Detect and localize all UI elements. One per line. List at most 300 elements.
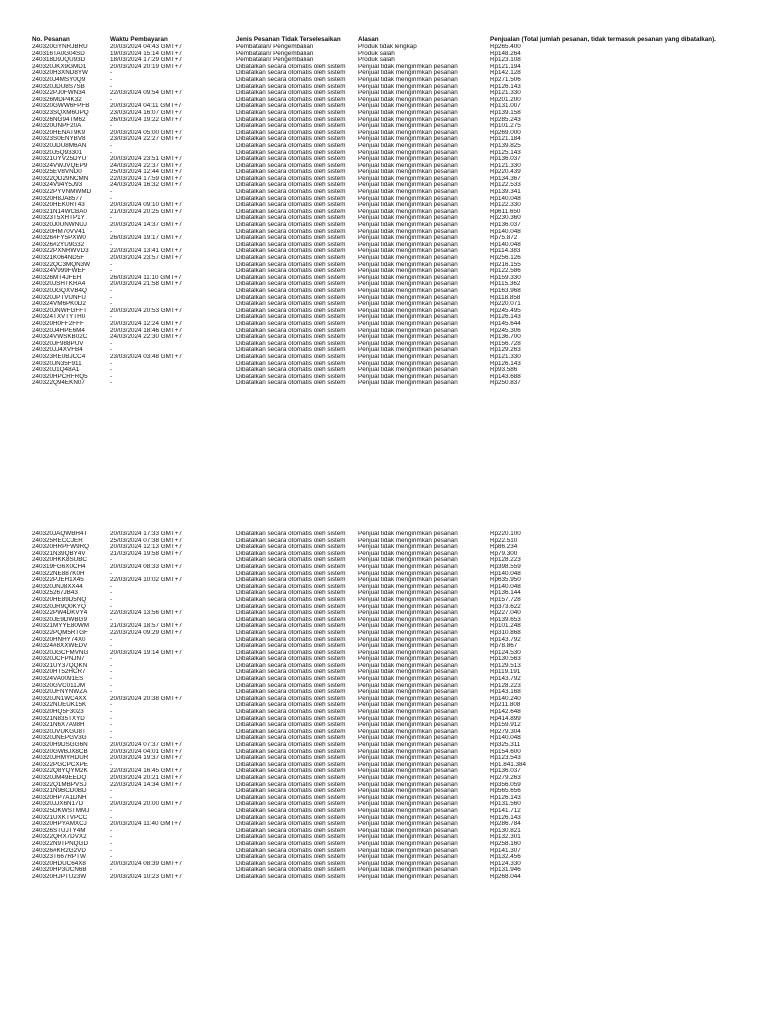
payment-time-cell: -	[110, 834, 113, 841]
payment-time-cell: -	[110, 373, 113, 380]
order-no-cell: 240320J4MSY0Q9	[32, 76, 86, 83]
table-row	[0, 202, 768, 209]
payment-time-cell: -	[110, 662, 113, 669]
order-no-cell: 240320HDUC64X8	[32, 860, 86, 867]
incomplete-type-cell: Dibatalkan secara otomatis oleh sistem	[236, 162, 346, 169]
payment-time-cell: 20/03/2024 12:13 GMT+7	[110, 544, 182, 551]
payment-time-cell: 20/03/2024 23:57 GMT+7	[110, 255, 182, 261]
incomplete-type-cell: Dibatalkan secara otomatis oleh sistem	[236, 669, 346, 676]
sales-cell: Rp139.653	[490, 616, 521, 623]
payment-time-cell: -	[110, 735, 113, 742]
reason-cell: Penjual tidak mengirimkan pesanan	[358, 169, 458, 176]
incomplete-type-cell: Dibatalkan secara otomatis oleh sistem	[236, 136, 346, 143]
payment-time-cell: 25/03/2024 12:44 GMT+7	[110, 169, 182, 176]
incomplete-type-cell: Dibatalkan secara otomatis oleh sistem	[236, 616, 346, 623]
table-row	[0, 676, 768, 683]
incomplete-type-cell: Dibatalkan secara otomatis oleh sistem	[236, 109, 346, 116]
table-row	[0, 176, 768, 183]
sales-cell: Rp154.600	[490, 748, 521, 755]
order-no-cell: 240320J0UNWNUJ	[32, 222, 87, 229]
sales-cell: Rp126.143	[490, 814, 521, 821]
sales-cell: Rp141.307	[490, 847, 521, 854]
table-row	[0, 696, 768, 703]
sales-cell: Rp140.048	[490, 583, 521, 590]
order-no-cell: 240320J5Q93301	[32, 149, 83, 156]
sales-cell: Rp143.792	[490, 636, 521, 643]
table-row	[0, 848, 768, 855]
reason-cell: Penjual tidak mengirimkan pesanan	[358, 761, 458, 768]
reason-cell: Penjual tidak mengirimkan pesanan	[358, 709, 458, 716]
order-no-cell: 240325EV8VND0	[32, 169, 82, 176]
payment-time-cell: -	[110, 794, 113, 801]
order-no-cell: 240320HM70VV41	[32, 228, 86, 235]
order-no-cell: 240320GVC011JM	[32, 682, 86, 689]
table-row	[0, 374, 768, 381]
table-row	[0, 275, 768, 282]
table-row	[0, 123, 768, 130]
incomplete-type-cell: Dibatalkan secara otomatis oleh sistem	[236, 103, 346, 110]
incomplete-type-cell: Dibatalkan secara otomatis oleh sistem	[236, 643, 346, 650]
table-row	[0, 538, 768, 545]
sales-cell: Rp250.837	[490, 380, 521, 387]
incomplete-type-cell: Dibatalkan secara otomatis oleh sistem	[236, 123, 346, 130]
table-row	[0, 314, 768, 321]
reason-cell: Penjual tidak mengirimkan pesanan	[358, 123, 458, 130]
reason-cell: Penjual tidak mengirimkan pesanan	[358, 781, 458, 788]
incomplete-type-cell: Dibatalkan secara otomatis oleh sistem	[236, 636, 346, 643]
reason-cell: Penjual tidak mengirimkan pesanan	[358, 649, 458, 656]
table-row	[0, 295, 768, 302]
reason-cell: Penjual tidak mengirimkan pesanan	[358, 689, 458, 696]
table-row	[0, 584, 768, 591]
sales-cell: Rp122.586	[490, 268, 521, 275]
header-order-no: No. Pesanan	[32, 36, 70, 43]
sales-cell: Rp123.108	[490, 57, 521, 64]
payment-time-cell: -	[110, 96, 113, 103]
order-no-cell: 240320JM49EEDQ	[32, 774, 87, 781]
payment-time-cell: -	[110, 854, 113, 861]
incomplete-type-cell: Dibatalkan secara otomatis oleh sistem	[236, 682, 346, 689]
sales-cell: Rp141.712	[490, 807, 521, 814]
reason-cell: Penjual tidak mengirimkan pesanan	[358, 248, 458, 255]
incomplete-type-cell: Dibatalkan secara otomatis oleh sistem	[236, 801, 346, 808]
order-no-cell: 240320HE89D5NQ	[32, 596, 87, 603]
sales-cell: Rp114.383	[490, 248, 521, 255]
incomplete-type-cell: Dibatalkan secara otomatis oleh sistem	[236, 255, 346, 261]
sales-cell: Rp256.126	[490, 255, 521, 261]
table-row	[0, 630, 768, 637]
order-no-cell: 240326STUJTY4M	[32, 827, 86, 834]
payment-time-cell: 20/03/2024 05:00 GMT+7	[110, 129, 182, 136]
sales-cell: Rp230.360	[490, 215, 521, 222]
table-row	[0, 656, 768, 663]
reason-cell: Penjual tidak mengirimkan pesanan	[358, 544, 458, 551]
order-no-cell: 240320H9DSGG6N	[32, 742, 88, 748]
incomplete-type-cell: Dibatalkan secara otomatis oleh sistem	[236, 76, 346, 83]
reason-cell: Penjual tidak mengirimkan pesanan	[358, 854, 458, 861]
sales-cell: Rp131.946	[490, 867, 521, 874]
table-row	[0, 84, 768, 91]
order-no-cell: 240322PJEH1X45	[32, 577, 84, 584]
order-no-cell: 240324VWSKB02C	[32, 334, 88, 341]
table-row	[0, 130, 768, 137]
reason-cell: Penjual tidak mengirimkan pesanan	[358, 334, 458, 341]
order-no-cell: 240322NUEUK15K	[32, 702, 87, 709]
order-no-cell: 240320HPYAMXCJ	[32, 821, 87, 828]
reason-cell: Penjual tidak mengirimkan pesanan	[358, 840, 458, 847]
table-row	[0, 163, 768, 170]
payment-time-cell: 20/03/2024 20:21 GMT+7	[110, 774, 182, 781]
table-row	[0, 262, 768, 269]
incomplete-type-cell: Dibatalkan secara otomatis oleh sistem	[236, 814, 346, 821]
reason-cell: Penjual tidak mengirimkan pesanan	[358, 531, 458, 537]
reason-cell: Penjual tidak mengirimkan pesanan	[358, 656, 458, 663]
order-no-cell: 240320JAQWBH4T	[32, 531, 88, 537]
reason-cell: Penjual tidak mengirimkan pesanan	[358, 570, 458, 577]
order-no-cell: 240321MYYE80WM	[32, 623, 90, 630]
sales-cell: Rp130.563	[490, 656, 521, 663]
sales-cell: Rp121.184	[490, 136, 521, 143]
incomplete-type-cell: Dibatalkan secara otomatis oleh sistem	[236, 320, 346, 327]
table-row	[0, 215, 768, 222]
incomplete-type-cell: Dibatalkan secara otomatis oleh sistem	[236, 768, 346, 775]
order-no-cell: 240319FG6X0CH4	[32, 563, 86, 570]
reason-cell: Penjual tidak mengirimkan pesanan	[358, 801, 458, 808]
table-row	[0, 571, 768, 578]
incomplete-type-cell: Dibatalkan secara otomatis oleh sistem	[236, 281, 346, 288]
reason-cell: Penjual tidak mengirimkan pesanan	[358, 748, 458, 755]
order-no-cell: 240322Q94EKN07	[32, 380, 85, 387]
reason-cell: Penjual tidak mengirimkan pesanan	[358, 142, 458, 149]
sales-cell: Rp128.223	[490, 682, 521, 689]
sales-cell: Rp265.400	[490, 44, 521, 50]
sales-cell: Rp227.040	[490, 610, 521, 617]
sales-cell: Rp115.362	[490, 281, 521, 288]
table-row	[0, 51, 768, 58]
order-no-cell: 240324VWJVQEP9	[32, 162, 88, 169]
payment-time-cell: 23/03/2024 22:27 GMT+7	[110, 136, 182, 143]
payment-time-cell: -	[110, 261, 113, 268]
table-row	[0, 235, 768, 242]
payment-time-cell: -	[110, 847, 113, 854]
sales-cell: Rp136.144	[490, 590, 521, 597]
reason-cell: Penjual tidak mengirimkan pesanan	[358, 340, 458, 347]
reason-cell: Penjual tidak mengirimkan pesanan	[358, 814, 458, 821]
table-row	[0, 544, 768, 551]
order-no-cell: 240320H3XND8YW	[32, 70, 89, 77]
payment-time-cell: 24/03/2024 22:30 GMT+7	[110, 334, 182, 341]
sales-cell: Rp121.330	[490, 353, 521, 360]
reason-cell: Penjual tidak mengirimkan pesanan	[358, 268, 458, 275]
incomplete-type-cell: Dibatalkan secara otomatis oleh sistem	[236, 544, 346, 551]
order-no-cell: 240318D9JQU93D	[32, 57, 86, 64]
reason-cell: Penjual tidak mengirimkan pesanan	[358, 195, 458, 202]
payment-time-cell: 22/03/2024 14:34 GMT+7	[110, 781, 182, 788]
sales-cell: Rp126.143	[490, 794, 521, 801]
incomplete-type-cell: Dibatalkan secara otomatis oleh sistem	[236, 90, 346, 97]
order-no-cell: 240320JDU8M6AN	[32, 142, 87, 149]
order-no-cell: 240325RECCJER	[32, 537, 83, 544]
incomplete-type-cell: Dibatalkan secara otomatis oleh sistem	[236, 662, 346, 669]
table-row	[0, 867, 768, 874]
payment-time-cell: -	[110, 149, 113, 156]
order-no-cell: 240316TA0G04SD	[32, 50, 85, 57]
reason-cell: Penjual tidak mengirimkan pesanan	[358, 202, 458, 209]
payment-time-cell: -	[110, 807, 113, 814]
payment-time-cell: 20/03/2024 20:00 GMT+7	[110, 801, 182, 808]
order-no-cell: 240322N9TPNQGD	[32, 840, 88, 847]
reason-cell: Penjual tidak mengirimkan pesanan	[358, 373, 458, 380]
incomplete-type-cell: Dibatalkan secara otomatis oleh sistem	[236, 235, 346, 242]
reason-cell: Penjual tidak mengirimkan pesanan	[358, 83, 458, 90]
order-no-cell: 240321N835TXYD	[32, 715, 85, 722]
sales-cell: Rp220.100	[490, 531, 521, 537]
sales-cell: Rp286.784	[490, 821, 521, 828]
order-no-cell: 240320JR9Q0KYQ	[32, 603, 86, 610]
incomplete-type-cell: Dibatalkan secara otomatis oleh sistem	[236, 208, 346, 215]
payment-time-cell: -	[110, 123, 113, 130]
payment-time-cell: -	[110, 215, 113, 222]
payment-time-cell: -	[110, 603, 113, 610]
payment-time-cell: 20/03/2024 08:39 GMT+7	[110, 860, 182, 867]
reason-cell: Penjual tidak mengirimkan pesanan	[358, 96, 458, 103]
payment-time-cell: 26/03/2024 19:22 GMT+7	[110, 116, 182, 123]
order-no-cell: 240320JJ4XVFB4	[32, 347, 83, 354]
order-no-cell: 240322Q8YQYM2K	[32, 768, 88, 775]
table-row	[0, 189, 768, 196]
payment-time-cell: 22/03/2024 09:54 GMT+7	[110, 90, 182, 97]
table-row	[0, 150, 768, 157]
sales-cell: Rp75.872	[490, 235, 518, 242]
incomplete-type-cell: Dibatalkan secara otomatis oleh sistem	[236, 202, 346, 209]
sales-cell: Rp140.048	[490, 195, 521, 202]
payment-time-cell: 26/03/2024 11:10 GMT+7	[110, 274, 182, 281]
incomplete-type-cell: Dibatalkan secara otomatis oleh sistem	[236, 807, 346, 814]
order-no-cell: 240322PYVNMWMD	[32, 189, 92, 196]
order-table-section-1	[0, 35, 768, 387]
sales-cell: Rp122.533	[490, 182, 521, 189]
table-row	[0, 735, 768, 742]
payment-time-cell: 20/03/2024 14:37 GMT+7	[110, 222, 182, 229]
table-row	[0, 775, 768, 782]
table-row	[0, 347, 768, 354]
sales-cell: Rp325.311	[490, 742, 521, 748]
order-no-cell: 240326MDP4K32	[32, 96, 82, 103]
order-no-cell: 240322Q1MBPVSJ	[32, 781, 87, 788]
incomplete-type-cell: Dibatalkan secara otomatis oleh sistem	[236, 222, 346, 229]
incomplete-type-cell: Dibatalkan secara otomatis oleh sistem	[236, 182, 346, 189]
incomplete-type-cell: Dibatalkan secara otomatis oleh sistem	[236, 268, 346, 275]
sales-cell: Rp159.912	[490, 722, 521, 729]
order-no-cell: 240326MT4JFEH	[32, 274, 82, 281]
incomplete-type-cell: Dibatalkan secara otomatis oleh sistem	[236, 531, 346, 537]
reason-cell: Penjual tidak mengirimkan pesanan	[358, 149, 458, 156]
payment-time-cell: 20/03/2024 19:37 GMT+7	[110, 755, 182, 762]
table-row	[0, 768, 768, 775]
header-reason: Alasan	[358, 36, 379, 43]
reason-cell: Penjual tidak mengirimkan pesanan	[358, 590, 458, 597]
reason-cell: Penjual tidak mengirimkan pesanan	[358, 847, 458, 854]
payment-time-cell: -	[110, 583, 113, 590]
sales-cell: Rp148.264	[490, 50, 521, 57]
payment-time-cell: 20/03/2024 17:33 GMT+7	[110, 531, 182, 537]
incomplete-type-cell: Dibatalkan secara otomatis oleh sistem	[236, 215, 346, 222]
sales-cell: Rp140.048	[490, 735, 521, 742]
payment-time-cell: -	[110, 340, 113, 347]
sales-cell: Rp258.160	[490, 840, 521, 847]
table-row	[0, 57, 768, 64]
table-row	[0, 617, 768, 624]
table-row	[0, 321, 768, 328]
payment-time-cell: -	[110, 347, 113, 354]
order-no-cell: 240321N6X7A98H	[32, 722, 85, 729]
incomplete-type-cell: Dibatalkan secara otomatis oleh sistem	[236, 755, 346, 762]
sales-cell: Rp143.792	[490, 676, 521, 683]
incomplete-type-cell: Dibatalkan secara otomatis oleh sistem	[236, 334, 346, 341]
incomplete-type-cell: Dibatalkan secara otomatis oleh sistem	[236, 854, 346, 861]
order-no-cell: 240323T667RPTW	[32, 854, 86, 861]
order-no-cell: 240322PGCPCXPE	[32, 761, 89, 768]
incomplete-type-cell: Dibatalkan secara otomatis oleh sistem	[236, 781, 346, 788]
payment-time-cell: 21/03/2024 20:25 GMT+7	[110, 208, 182, 215]
reason-cell: Penjual tidak mengirimkan pesanan	[358, 821, 458, 828]
reason-cell: Penjual tidak mengirimkan pesanan	[358, 261, 458, 268]
incomplete-type-cell: Dibatalkan secara otomatis oleh sistem	[236, 867, 346, 874]
table-row	[0, 788, 768, 795]
reason-cell: Penjual tidak mengirimkan pesanan	[358, 327, 458, 334]
table-row	[0, 742, 768, 749]
payment-time-cell: -	[110, 228, 113, 235]
order-no-cell: 240320HT52HCR7	[32, 669, 86, 676]
order-no-cell: 240320JNEPGV3G	[32, 735, 87, 742]
sales-cell: Rp129.513	[490, 662, 521, 669]
table-row	[0, 103, 768, 110]
payment-time-cell: -	[110, 360, 113, 367]
table-row	[0, 623, 768, 630]
sales-cell: Rp93.586	[490, 367, 518, 374]
table-row	[0, 841, 768, 848]
payment-time-cell: -	[110, 195, 113, 202]
incomplete-type-cell: Dibatalkan secara otomatis oleh sistem	[236, 156, 346, 163]
order-no-cell: 240324VM6PK0D2	[32, 301, 86, 308]
incomplete-type-cell: Dibatalkan secara otomatis oleh sistem	[236, 169, 346, 176]
order-no-cell: 240322PXNRWVD3	[32, 248, 89, 255]
incomplete-type-cell: Dibatalkan secara otomatis oleh sistem	[236, 563, 346, 570]
order-no-cell: 240323SQXM6UPQ	[32, 109, 89, 116]
payment-time-cell: -	[110, 867, 113, 874]
table-row	[0, 762, 768, 769]
table-row	[0, 749, 768, 756]
payment-time-cell: 20/03/2024 04:01 GMT+7	[110, 748, 182, 755]
sales-cell: Rp126.143	[490, 83, 521, 90]
sales-cell: Rp142.648	[490, 709, 521, 716]
payment-time-cell: -	[110, 83, 113, 90]
reason-cell: Penjual tidak mengirimkan pesanan	[358, 287, 458, 294]
order-no-cell: 240320HP3UCN6B	[32, 867, 87, 874]
incomplete-type-cell: Dibatalkan secara otomatis oleh sistem	[236, 149, 346, 156]
table-row	[0, 301, 768, 308]
table-row	[0, 808, 768, 815]
reason-cell: Penjual tidak mengirimkan pesanan	[358, 794, 458, 801]
payment-time-cell: 25/03/2024 07:38 GMT+7	[110, 537, 182, 544]
sales-cell: Rp136.037	[490, 156, 521, 163]
payment-time-cell: -	[110, 616, 113, 623]
table-row	[0, 683, 768, 690]
sales-cell: Rp611.650	[490, 208, 521, 215]
sales-cell: Rp101.275	[490, 123, 521, 130]
sales-cell: Rp201.200	[490, 96, 521, 103]
order-no-cell: 240320GYNRJBRU	[32, 44, 88, 50]
table-row	[0, 564, 768, 571]
payment-time-cell: 23/03/2024 16:07 GMT+7	[110, 109, 182, 116]
order-no-cell: 240321K064ND5F	[32, 255, 85, 261]
order-no-cell: 240320JVUKGU8T	[32, 728, 86, 735]
incomplete-type-cell: Dibatalkan secara otomatis oleh sistem	[236, 175, 346, 182]
order-no-cell: 240326#2YU9G32	[32, 241, 85, 248]
incomplete-type-cell: Dibatalkan secara otomatis oleh sistem	[236, 96, 346, 103]
incomplete-type-cell: Dibatalkan secara otomatis oleh sistem	[236, 241, 346, 248]
payment-time-cell: 20/03/2024 12:24 GMT+7	[110, 320, 182, 327]
table-row	[0, 557, 768, 564]
payment-time-cell: 20/03/2024 18:46 GMT+7	[110, 327, 182, 334]
incomplete-type-cell: Dibatalkan secara otomatis oleh sistem	[236, 577, 346, 584]
reason-cell: Penjual tidak mengirimkan pesanan	[358, 274, 458, 281]
sales-cell: Rp143.168	[490, 689, 521, 696]
payment-time-cell: 20/03/2024 21:58 GMT+7	[110, 281, 182, 288]
table-header-row	[0, 35, 768, 44]
table-row	[0, 143, 768, 150]
incomplete-type-cell: Dibatalkan secara otomatis oleh sistem	[236, 570, 346, 577]
table-row	[0, 828, 768, 835]
order-no-cell: 240322QC3MQN3W	[32, 261, 91, 268]
payment-time-cell: -	[110, 142, 113, 149]
sales-cell: Rp269.000	[490, 129, 521, 136]
table-row	[0, 755, 768, 762]
sales-cell: Rp79.300	[490, 550, 518, 557]
reason-cell: Penjual tidak mengirimkan pesanan	[358, 768, 458, 775]
incomplete-type-cell: Dibatalkan secara otomatis oleh sistem	[236, 774, 346, 781]
incomplete-type-cell: Dibatalkan secara otomatis oleh sistem	[236, 676, 346, 683]
reason-cell: Penjual tidak mengirimkan pesanan	[358, 380, 458, 387]
payment-time-cell: 19/03/2024 15:14 GMT+7	[110, 50, 182, 57]
table-row	[0, 795, 768, 802]
table-row	[0, 854, 768, 861]
sales-cell: Rp129.263	[490, 347, 521, 354]
order-no-cell: 240320H0FF2FFF	[32, 320, 84, 327]
payment-time-cell: -	[110, 840, 113, 847]
reason-cell: Penjual tidak mengirimkan pesanan	[358, 788, 458, 795]
table-body-1	[0, 44, 768, 387]
sales-cell: Rp126.143	[490, 314, 521, 321]
order-no-cell: 240320JPTVUNFU	[32, 294, 86, 301]
incomplete-type-cell: Dibatalkan secara otomatis oleh sistem	[236, 537, 346, 544]
incomplete-type-cell: Dibatalkan secara otomatis oleh sistem	[236, 702, 346, 709]
table-row	[0, 334, 768, 341]
sales-cell: Rp1.841.384	[490, 761, 527, 768]
sales-cell: Rp118.858	[490, 294, 521, 301]
payment-time-cell: -	[110, 636, 113, 643]
order-no-cell: 240324TXVTYTH0	[32, 314, 86, 321]
payment-time-cell: -	[110, 689, 113, 696]
incomplete-type-cell: Dibatalkan secara otomatis oleh sistem	[236, 695, 346, 702]
order-no-cell: 240320JKX9GMD1	[32, 63, 87, 70]
sales-cell: Rp245.495	[490, 307, 521, 314]
incomplete-type-cell: Dibatalkan secara otomatis oleh sistem	[236, 261, 346, 268]
order-no-cell: 240322PQM5RTGF	[32, 629, 88, 636]
order-no-cell: 240320JGCFMVNG	[32, 649, 89, 656]
reason-cell: Penjual tidak mengirimkan pesanan	[358, 367, 458, 374]
payment-time-cell: 20/03/2024 09:10 GMT+7	[110, 202, 182, 209]
